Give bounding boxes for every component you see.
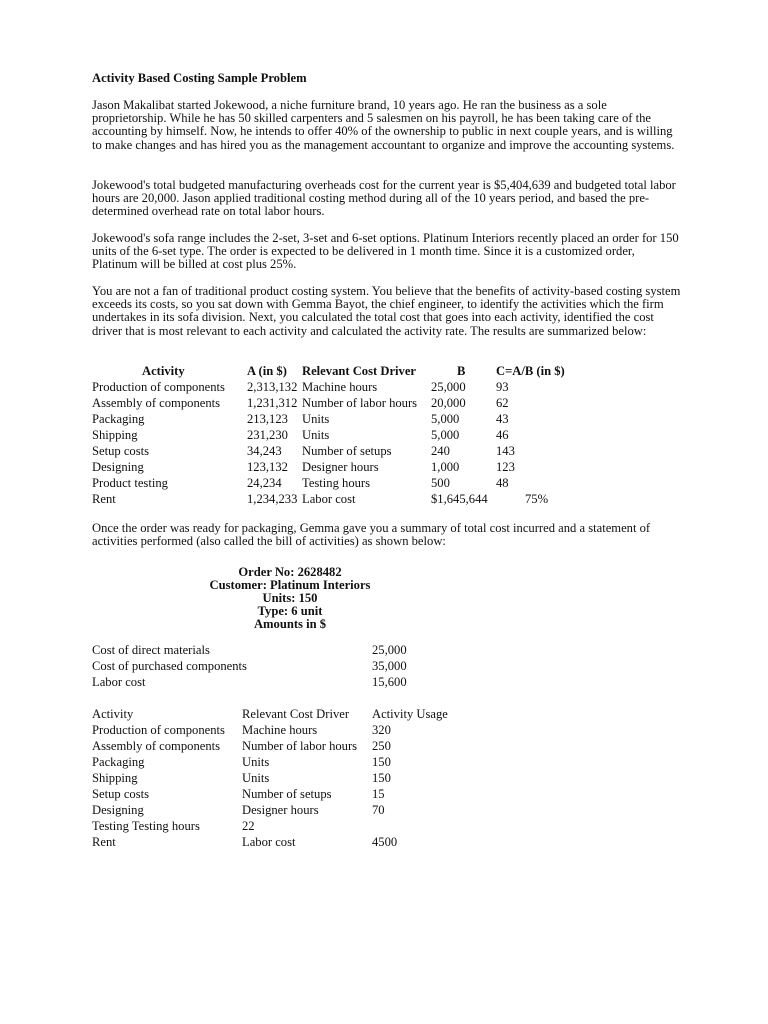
table-cell: Number of labor hours (302, 396, 418, 410)
table-cell: 1,000 (431, 460, 460, 474)
table-cell: 150 (372, 771, 391, 785)
order-type: Type: 6 unit (257, 604, 323, 618)
table-row (92, 788, 472, 802)
table-cell: 2,313,132 (247, 380, 298, 394)
table-cell: 25,000 (431, 380, 466, 394)
table-cell: Designer hours (242, 803, 319, 817)
document-title: Activity Based Costing Sample Problem (92, 71, 307, 85)
table-cell: Packaging (92, 755, 145, 769)
cost-row (92, 660, 422, 674)
table-row (92, 477, 592, 491)
header-cell: C=A/B (in $) (496, 364, 565, 378)
table-cell: 500 (431, 476, 450, 490)
order-paragraph: Jokewood's sofa range includes the 2-set, 3-set and 6-set options. Platinum Interiors recently placed an order for 150 units of the 6-set type. The order is expected to be delivered in 1 month time. Since it is a customized order, Platinum will be billed at cost plus 25%. (92, 231, 679, 272)
table-cell: 48 (496, 476, 509, 490)
table-cell: 24,234 (247, 476, 282, 490)
table-cell: Number of labor hours (242, 739, 358, 753)
table-cell: 62 (496, 396, 509, 410)
table-row (92, 772, 472, 786)
table-cell: Labor cost (242, 835, 296, 849)
header-cell: Activity (92, 707, 134, 721)
cost-value: 35,000 (372, 659, 407, 673)
table-cell: 34,243 (247, 444, 282, 458)
table-cell: 20,000 (431, 396, 466, 410)
table-cell: 250 (372, 739, 391, 753)
table-cell: Production of components (92, 380, 225, 394)
bill-paragraph: Once the order was ready for packaging, Gemma gave you a summary of total cost incurred and a statement of activities performed (also called the bill of activities) as shown below: (92, 521, 651, 549)
table-row (92, 756, 472, 770)
table-row (92, 429, 592, 443)
table-cell: 143 (496, 444, 515, 458)
header-cell: A (in $) (247, 364, 287, 378)
table-cell: Machine hours (242, 723, 318, 737)
table-cell: Rent (92, 492, 116, 506)
table-cell: 22 (242, 819, 255, 833)
header-cell: Relevant Cost Driver (242, 707, 350, 721)
table-cell: Units (302, 412, 330, 426)
table-cell: 231,230 (247, 428, 288, 442)
order-amounts-note: Amounts in $ (253, 617, 327, 631)
table-row (92, 445, 592, 459)
table-cell: 46 (496, 428, 509, 442)
rates-table-header (92, 365, 592, 379)
table-cell: Designing (92, 460, 144, 474)
table-row (92, 381, 592, 395)
cost-row (92, 676, 422, 690)
table-cell: Testing hours (302, 476, 371, 490)
table-cell: 1,231,312 (247, 396, 298, 410)
table-row (92, 461, 592, 475)
table-cell: Testing Testing hours (92, 819, 200, 833)
table-cell: 4500 (372, 835, 398, 849)
table-cell: 240 (431, 444, 450, 458)
cost-row (92, 644, 422, 658)
table-cell: 150 (372, 755, 391, 769)
table-row (92, 493, 592, 507)
table-cell: Labor cost (302, 492, 356, 506)
table-cell: 123,132 (247, 460, 288, 474)
cost-label: Cost of purchased components (92, 659, 247, 673)
header-cell: B (457, 364, 466, 378)
table-row (92, 413, 592, 427)
table-cell: Rent (92, 835, 116, 849)
order-customer: Customer: Platinum Interiors (209, 578, 371, 592)
header-cell: Activity (142, 364, 185, 378)
table-cell: Number of setups (242, 787, 332, 801)
table-cell: 123 (496, 460, 515, 474)
table-row (92, 820, 472, 834)
table-cell: Units (242, 771, 270, 785)
order-units: Units: 150 (262, 591, 318, 605)
table-cell: 5,000 (431, 428, 460, 442)
table-cell: 1,234,233 (247, 492, 298, 506)
table-row (92, 740, 472, 754)
table-cell: 70 (372, 803, 385, 817)
table-cell: Setup costs (92, 787, 150, 801)
table-cell: 43 (496, 412, 509, 426)
table-row (92, 836, 472, 850)
table-cell: Shipping (92, 771, 138, 785)
abc-paragraph: You are not a fan of traditional product costing system. You believe that the benefits of activity-based costing system exceeds its costs, so you sat down with Gemma Bayot, the chief engineer, to identify the activities which the firm undertakes in its sofa division. Next, you calculated the total cost that goes into each activity, identified the cost driver that is most relevant to each activity and calculated the activity rate. The results are summarized below: (92, 284, 681, 338)
cost-value: 25,000 (372, 643, 407, 657)
table-cell: Product testing (92, 476, 168, 490)
table-cell: Setup costs (92, 444, 150, 458)
usage-table-header (92, 708, 472, 722)
table-cell: Number of setups (302, 444, 392, 458)
table-cell: $1,645,644 (431, 492, 488, 506)
table-cell: Assembly of components (92, 739, 221, 753)
header-cell: Activity Usage (372, 707, 448, 721)
cost-label: Cost of direct materials (92, 643, 210, 657)
table-cell: Assembly of components (92, 396, 221, 410)
table-cell: Units (242, 755, 270, 769)
table-row (92, 804, 472, 818)
intro-paragraph: Jason Makalibat started Jokewood, a niche furniture brand, 10 years ago. He ran the business as a sole proprietorship. While he has 50 skilled carpenters and 5 salesmen on his payroll, he has been taking care of the accounting by himself. Now, he intends to offer 40% of the ownership to public in next couple years, and is willing to make changes and has hired you as the management accountant to organize and improve the accounting systems. (92, 98, 675, 152)
cost-value: 15,600 (372, 675, 407, 689)
header-cell: Relevant Cost Driver (302, 364, 417, 378)
table-row (92, 724, 472, 738)
overhead-paragraph: Jokewood's total budgeted manufacturing overheads cost for the current year is $5,404,639 and budgeted total labor hours are 20,000. Jason applied traditional costing method during all of the 10 years period, and based the pre-determined overhead rate on total labor hours. (92, 178, 676, 219)
cost-label: Labor cost (92, 675, 146, 689)
table-row (92, 397, 592, 411)
table-cell: 213,123 (247, 412, 288, 426)
table-cell: Designing (92, 803, 144, 817)
table-cell: 75% (525, 492, 549, 506)
table-cell: Production of components (92, 723, 225, 737)
table-cell: Designer hours (302, 460, 379, 474)
table-cell: 320 (372, 723, 391, 737)
table-cell: 5,000 (431, 412, 460, 426)
table-cell: 15 (372, 787, 385, 801)
table-cell: Units (302, 428, 330, 442)
table-cell: Machine hours (302, 380, 378, 394)
table-cell: Shipping (92, 428, 138, 442)
table-cell: 93 (496, 380, 509, 394)
order-number: Order No: 2628482 (238, 565, 342, 579)
table-cell: Packaging (92, 412, 145, 426)
